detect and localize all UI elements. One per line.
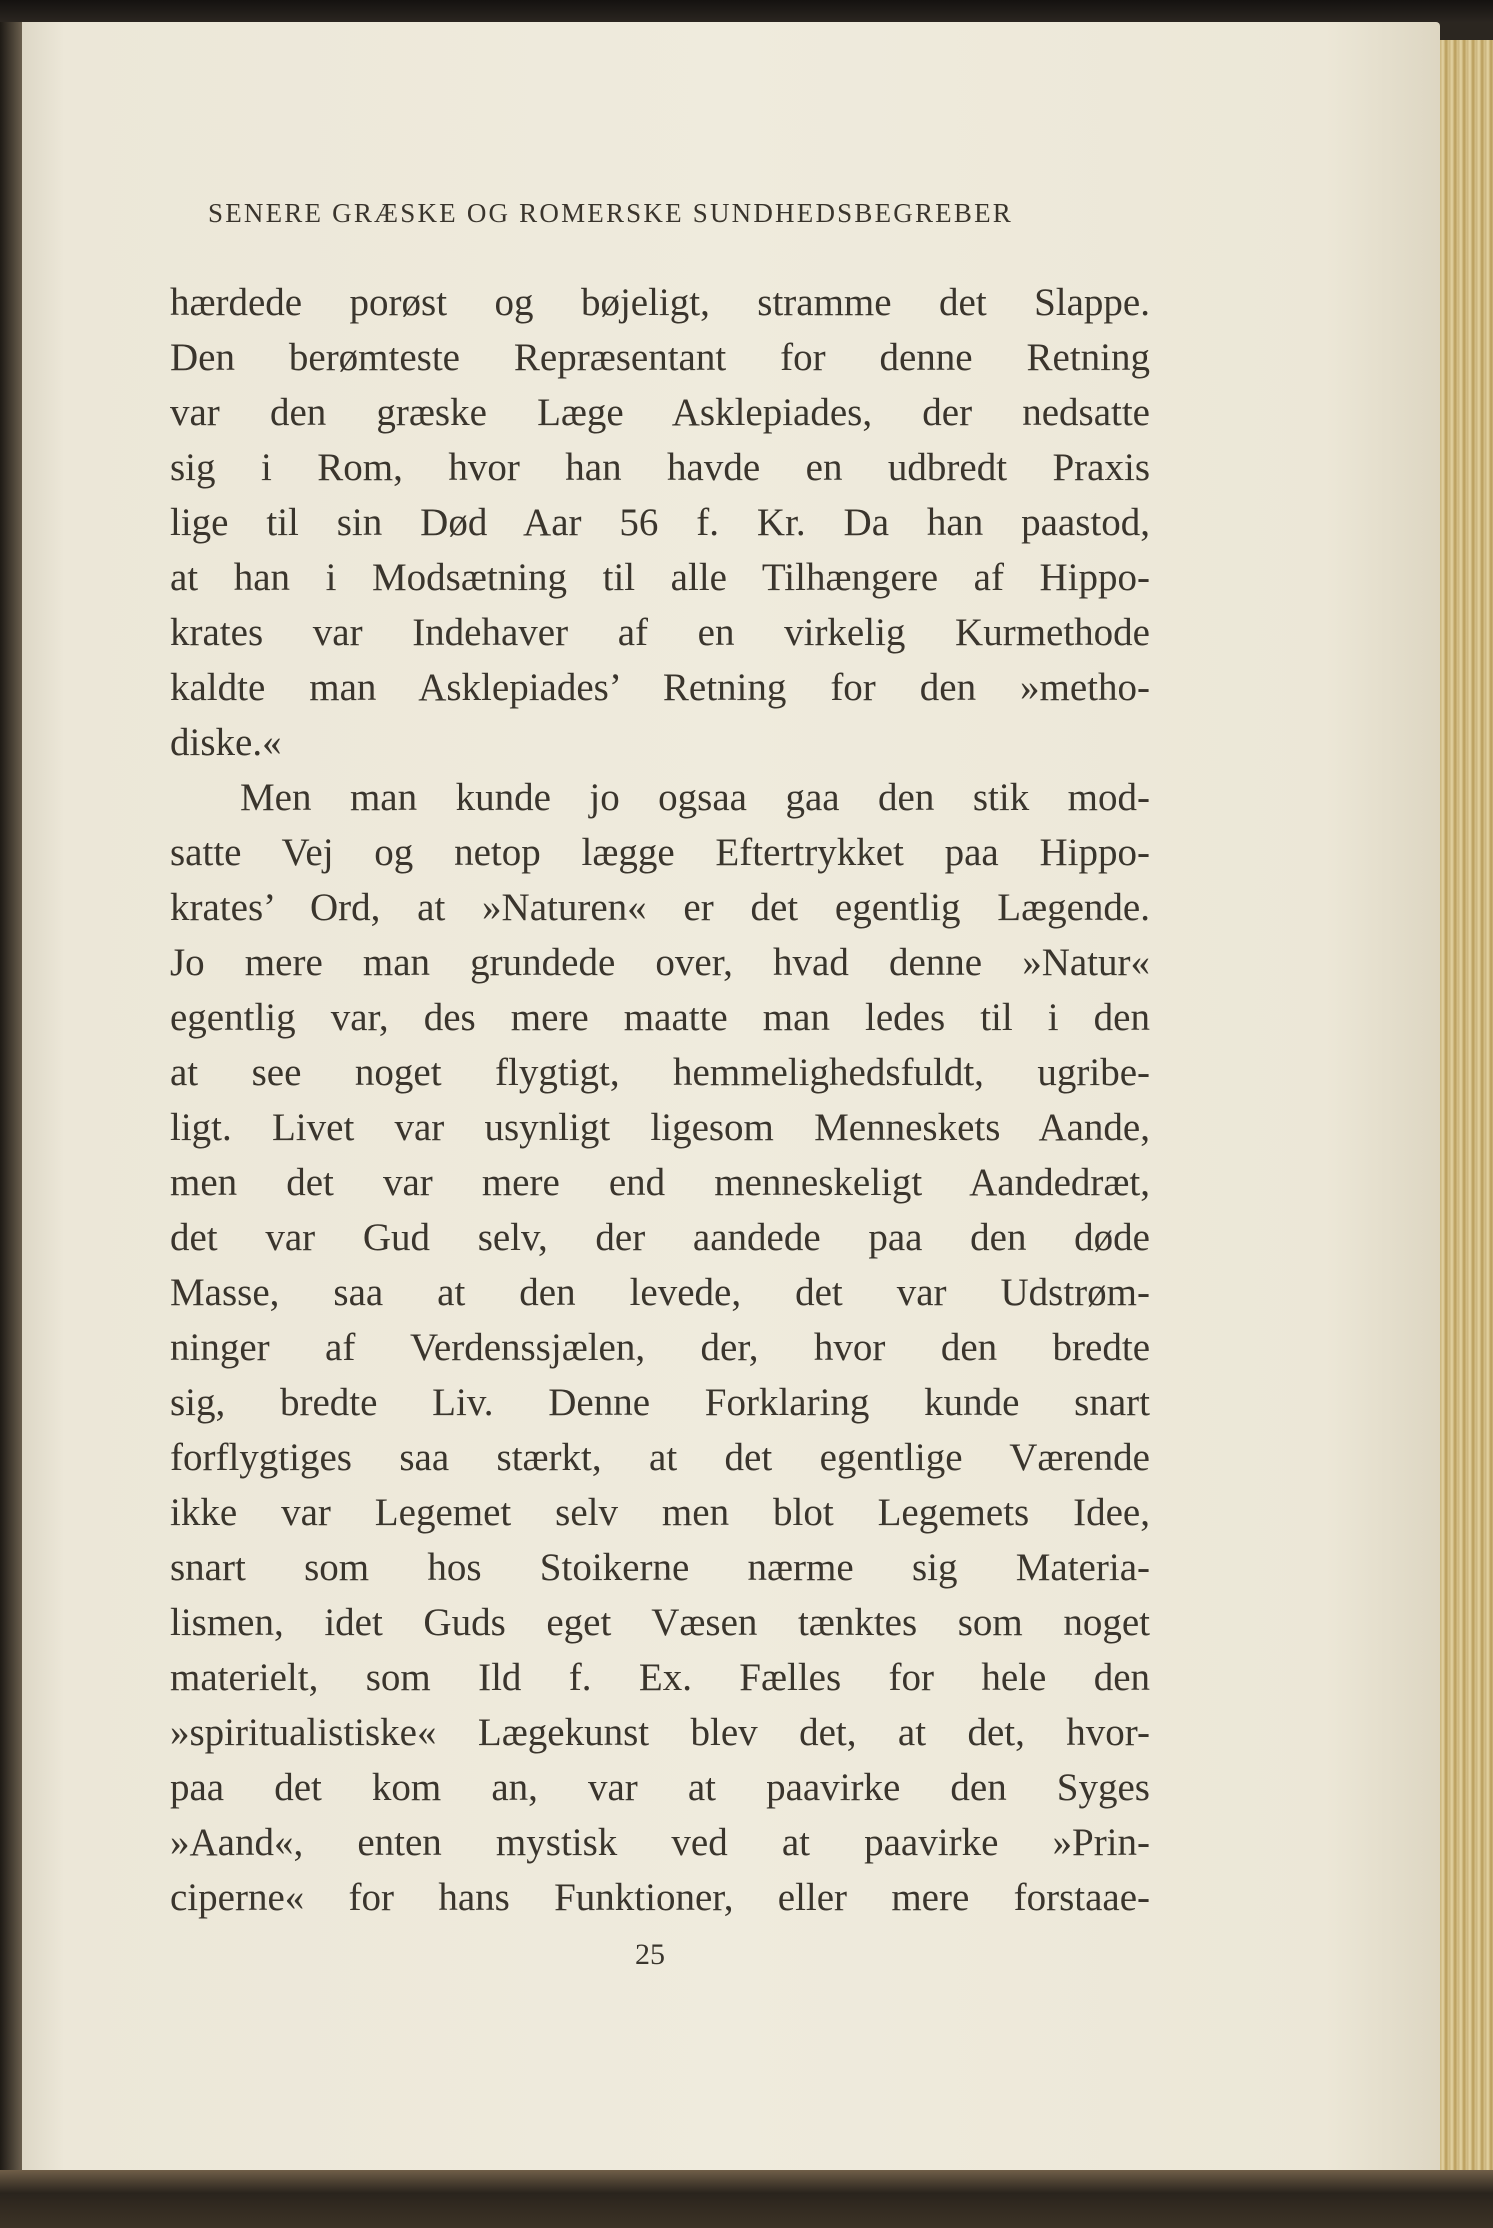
text-line: var den græske Læge Asklepiades, der nedsatte — [170, 391, 1150, 434]
text-line: hærdede porøst og bøjeligt, stramme det Slappe. — [170, 281, 1150, 324]
text-line: det var Gud selv, der aandede paa den døde — [170, 1216, 1150, 1259]
text-line: Men man kunde jo ogsaa gaa den stik mod- — [240, 776, 1150, 819]
text-line: krates’ Ord, at »Naturen« er det egentlig Lægende. — [170, 886, 1150, 929]
text-line: satte Vej og netop lægge Eftertrykket paa Hippo- — [170, 831, 1150, 874]
text-line: egentlig var, des mere maatte man ledes til i den — [170, 996, 1150, 1039]
text-line: Jo mere man grundede over, hvad denne »Natur« — [170, 941, 1150, 984]
text-line: kaldte man Asklepiades’ Retning for den »metho- — [170, 666, 1150, 709]
text-line: ikke var Legemet selv men blot Legemets Idee, — [170, 1491, 1150, 1534]
book-top-edge — [0, 0, 1493, 22]
page-number: 25 — [635, 1938, 665, 1971]
text-line: ninger af Verdenssjælen, der, hvor den bredte — [170, 1326, 1150, 1369]
text-line: materielt, som Ild f. Ex. Fælles for hele den — [170, 1656, 1150, 1699]
text-line: forflygtiges saa stærkt, at det egentlige Værende — [170, 1436, 1150, 1479]
text-line: Masse, saa at den levede, det var Udstrøm- — [170, 1271, 1150, 1314]
book-fore-edge — [1440, 40, 1493, 2190]
text-line: »spiritualistiske« Lægekunst blev det, at det, hvor- — [170, 1711, 1150, 1754]
text-line: sig i Rom, hvor han havde en udbredt Praxis — [170, 446, 1150, 489]
text-line: ligt. Livet var usynligt ligesom Menneskets Aande, — [170, 1106, 1150, 1149]
running-head: SENERE GRÆSKE OG ROMERSKE SUNDHEDSBEGREBER — [208, 198, 1013, 228]
text-line: men det var mere end menneskeligt Aandedræt, — [170, 1161, 1150, 1204]
text-line: ciperne« for hans Funktioner, eller mere forstaae- — [170, 1876, 1150, 1919]
text-line: Den berømteste Repræsentant for denne Retning — [170, 336, 1150, 379]
body-text — [170, 275, 1150, 1925]
text-line: snart som hos Stoikerne nærme sig Materia- — [170, 1546, 1150, 1589]
book-gutter — [0, 22, 22, 2170]
text-line: »Aand«, enten mystisk ved at paavirke »Prin- — [170, 1821, 1150, 1864]
text-line: at see noget flygtigt, hemmelighedsfuldt, ugribe- — [170, 1051, 1150, 1094]
text-line: lismen, idet Guds eget Væsen tænktes som noget — [170, 1601, 1150, 1644]
text-line: diske.« — [170, 721, 282, 764]
text-line: paa det kom an, var at paavirke den Syges — [170, 1766, 1150, 1809]
text-line: lige til sin Død Aar 56 f. Kr. Da han paastod, — [170, 501, 1150, 544]
text-line: krates var Indehaver af en virkelig Kurmethode — [170, 611, 1150, 654]
book-bottom-edge — [0, 2170, 1493, 2228]
text-line: sig, bredte Liv. Denne Forklaring kunde snart — [170, 1381, 1150, 1424]
text-line: at han i Modsætning til alle Tilhængere af Hippo- — [170, 556, 1150, 599]
